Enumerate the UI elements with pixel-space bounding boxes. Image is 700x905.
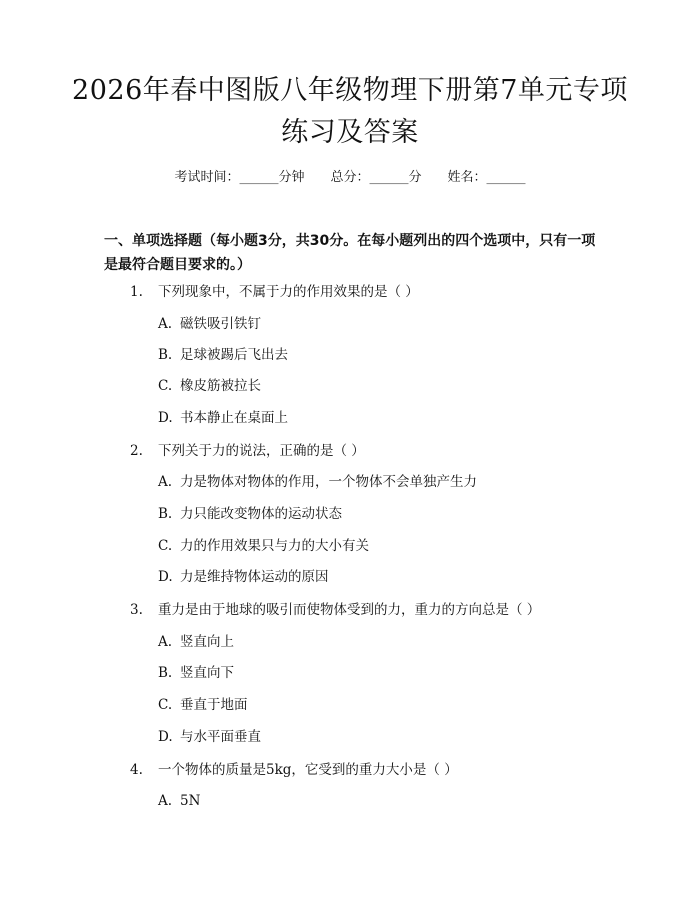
option-text: 磁铁吸引铁钉 [180,316,261,332]
option-letter: D. [158,729,173,745]
question-text: 下列关于力的说法，正确的是（ ） [158,443,365,459]
answer-option [158,695,608,715]
question-text: 重力是由于地球的吸引而使物体受到的力，重力的方向总是（ ） [158,602,541,618]
answer-option [158,632,608,652]
option-text: 书本静止在桌面上 [180,410,288,426]
option-text: 竖直向下 [180,665,234,681]
option-letter: A. [158,634,173,650]
option-text: 5N [180,793,201,809]
answer-option [158,727,608,747]
option-text: 力只能改变物体的运动状态 [180,506,342,522]
section-heading: 一、单项选择题（每小题3分，共30分。在每小题列出的四个选项中，只有一项是最符合题目要求的。） [104,233,596,273]
question-text: 一个物体的质量是5kg，它受到的重力大小是（ ） [158,762,458,778]
question-number: 3. [130,602,143,618]
answer-option [158,345,608,365]
option-letter: B. [158,665,173,681]
answer-option [158,663,608,683]
question-number: 1. [130,284,143,300]
total-score-label: 总分：______分 [330,170,422,185]
answer-option [158,314,608,334]
exam-meta-line [0,168,700,188]
question-number: 2. [130,443,143,459]
answer-option [158,408,608,428]
option-letter: A. [158,793,173,809]
option-text: 力的作用效果只与力的大小有关 [180,538,369,554]
option-letter: D. [158,569,173,585]
answer-option [158,504,608,524]
question-stem [130,600,610,620]
question-stem [130,441,610,461]
option-letter: C. [158,538,173,554]
option-text: 橡皮筋被拉长 [180,378,261,394]
option-text: 与水平面垂直 [180,729,261,745]
option-text: 力是物体对物体的作用，一个物体不会单独产生力 [180,474,477,490]
question-number: 4. [130,762,143,778]
option-letter: D. [158,410,173,426]
answer-option [158,376,608,396]
question-stem [130,760,610,780]
option-letter: B. [158,347,173,363]
option-letter: A. [158,474,173,490]
document-title: 2026年春中图版八年级物理下册第7单元专项练习及答案 [72,75,628,148]
option-letter: A. [158,316,173,332]
student-name-label: 姓名：______ [447,170,526,185]
option-letter: C. [158,378,173,394]
option-text: 垂直于地面 [180,697,248,713]
answer-option [158,472,608,492]
exam-time-label: 考试时间：______分钟 [174,170,305,185]
option-text: 足球被踢后飞出去 [180,347,288,363]
option-letter: B. [158,506,173,522]
question-text: 下列现象中，不属于力的作用效果的是（ ） [158,284,419,300]
question-stem [130,282,610,302]
option-letter: C. [158,697,173,713]
answer-option [158,536,608,556]
option-text: 力是维持物体运动的原因 [180,569,329,585]
answer-option [158,791,608,811]
answer-option [158,567,608,587]
option-text: 竖直向上 [180,634,234,650]
